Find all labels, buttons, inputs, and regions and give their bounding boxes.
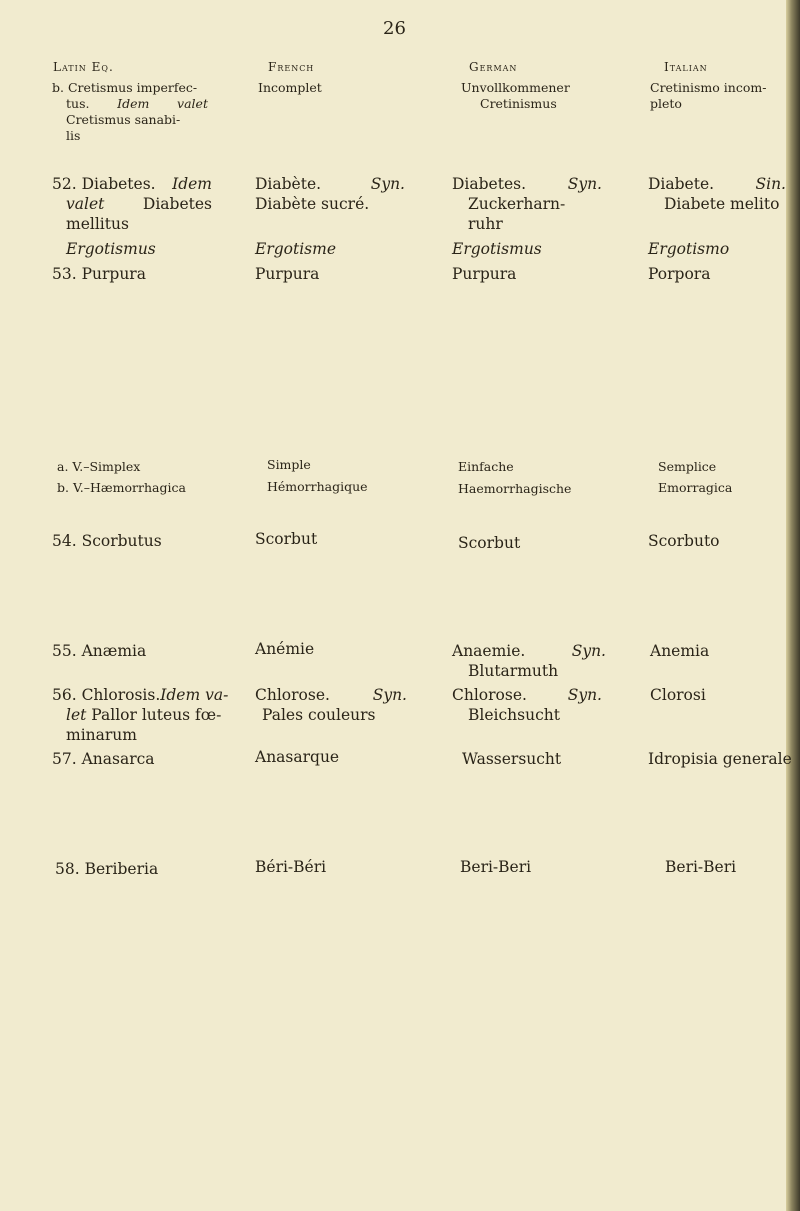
text: valet <box>66 195 105 213</box>
header-german: German <box>469 60 518 74</box>
french-55: Anémie <box>255 640 315 658</box>
text: Diabetes. <box>452 175 527 193</box>
italian-57: Idropisia generale <box>648 750 792 768</box>
italian-b-1: Cretinismo incom- <box>650 80 767 95</box>
latin-54: 54. Scorbutus <box>52 532 162 550</box>
text: let <box>66 706 87 724</box>
text: 56. Chlorosis. <box>52 686 161 704</box>
latin-a: a. V.–Simplex <box>57 459 141 474</box>
text: Syn. <box>372 686 407 704</box>
french-56-line2: Pales couleurs <box>262 706 376 724</box>
latin-52-line3: mellitus <box>66 215 129 233</box>
header-italian: Italian <box>664 60 708 74</box>
french-53: Purpura <box>255 265 320 283</box>
french-a: Simple <box>267 457 311 472</box>
text: Syn. <box>370 175 405 193</box>
latin-53: 53. Purpura <box>52 265 146 283</box>
german-54: Scorbut <box>458 534 521 552</box>
latin-b-line1: b. Cretismus imperfec- <box>52 80 198 95</box>
german-a: Einfache <box>458 459 514 474</box>
italian-52-line1 <box>648 175 786 194</box>
french-56-line1 <box>255 686 407 705</box>
german-55-line2: Blutarmuth <box>468 662 559 680</box>
text: Pallor luteus fœ- <box>91 706 222 724</box>
latin-56-line3: minarum <box>66 726 137 744</box>
italian-52-ergot <box>648 240 729 259</box>
latin-b-line2 <box>66 96 208 111</box>
book-binding-edge <box>786 0 800 1211</box>
italian-53: Porpora <box>648 265 711 283</box>
italian-52-line2: Diabete melito <box>664 195 780 213</box>
text: Ergotismus <box>66 240 156 258</box>
german-55-line1 <box>452 642 606 661</box>
french-52-line1 <box>255 175 405 194</box>
latin-b-line4: lis <box>66 128 81 143</box>
german-52-ergot <box>452 240 542 259</box>
german-b-2: Cretinismus <box>480 96 557 111</box>
text: Chlorose. <box>452 686 527 704</box>
german-b-1: Unvollkommener <box>461 80 570 95</box>
latin-57: 57. Anasarca <box>52 750 155 768</box>
text: Idem <box>172 175 212 193</box>
latin-52-ergot <box>66 240 156 259</box>
header-french: French <box>268 60 315 74</box>
header-latin: Latin Eq. <box>53 60 114 74</box>
french-b2: Hémorrhagique <box>267 479 368 494</box>
italian-b2: Emorragica <box>658 480 733 495</box>
text: Syn. <box>567 686 602 704</box>
text: tus. <box>66 96 90 111</box>
text: 52. Diabetes. <box>52 175 156 193</box>
french-58: Béri-Béri <box>255 858 327 876</box>
french-57: Anasarque <box>255 748 340 766</box>
text: Sin. <box>755 175 786 193</box>
text: Syn. <box>571 642 606 660</box>
german-56-line1 <box>452 686 602 705</box>
german-56-line2: Bleichsucht <box>468 706 560 724</box>
french-52-line2: Diabète sucré. <box>255 195 370 213</box>
german-57: Wassersucht <box>462 750 562 768</box>
text: Ergotismo <box>648 240 730 258</box>
italian-55: Anemia <box>650 642 710 660</box>
french-54: Scorbut <box>255 530 318 548</box>
latin-52-line2 <box>66 195 212 214</box>
text: Ergotismus <box>452 240 542 258</box>
italian-54: Scorbuto <box>648 532 720 550</box>
latin-58: 58. Beriberia <box>55 860 159 878</box>
french-b: Incomplet <box>258 80 322 95</box>
text: valet <box>177 96 208 111</box>
french-52-ergot <box>255 240 336 259</box>
text: Idem <box>117 96 150 111</box>
latin-56-line2 <box>66 706 221 725</box>
text: Anaemie. <box>452 642 526 660</box>
text: Chlorose. <box>255 686 330 704</box>
text: Syn. <box>567 175 602 193</box>
german-52-line2: Zuckerharn- <box>468 195 566 213</box>
latin-55: 55. Anæmia <box>52 642 147 660</box>
latin-b2: b. V.–Hæmorrhagica <box>57 480 186 495</box>
text: Diabète. <box>255 175 322 193</box>
text: Diabetes <box>142 195 212 213</box>
italian-a: Semplice <box>658 459 717 474</box>
italian-56: Clorosi <box>650 686 706 704</box>
german-b2: Haemorrhagische <box>458 481 572 496</box>
text: Idem va- <box>160 686 229 704</box>
german-53: Purpura <box>452 265 517 283</box>
german-52-line3: ruhr <box>468 215 503 233</box>
text: Ergotisme <box>255 240 336 258</box>
german-58: Beri-Beri <box>460 858 532 876</box>
latin-56-line1 <box>52 686 229 705</box>
page-number: 26 <box>383 18 406 39</box>
text: Diabete. <box>648 175 715 193</box>
italian-b-2: pleto <box>650 96 682 111</box>
italian-58: Beri-Beri <box>665 858 737 876</box>
german-52-line1 <box>452 175 602 194</box>
latin-52-line1 <box>52 175 212 194</box>
latin-b-line3: Cretismus sanabi- <box>66 112 181 127</box>
